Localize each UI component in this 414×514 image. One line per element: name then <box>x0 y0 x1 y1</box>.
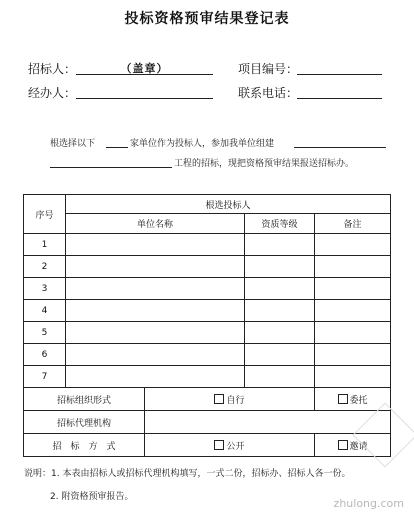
col-unit-header: 单位名称 <box>66 214 245 234</box>
agency-row <box>24 411 391 434</box>
unit-name-cell[interactable] <box>66 256 245 278</box>
org-opt1-cell[interactable] <box>145 388 315 411</box>
col-note-header: 备注 <box>315 214 391 234</box>
table-row <box>24 256 391 278</box>
project-no-label: 项目编号： <box>238 62 299 76</box>
qual-cell[interactable] <box>245 278 315 300</box>
method-label: 招 标 方 式 <box>24 434 145 457</box>
checkbox-open-icon[interactable] <box>214 440 224 450</box>
page-title: 投标资格预审结果登记表 <box>124 11 290 27</box>
statement-part3: 工程的招标，现把资格预审结果报送招标办。 <box>174 159 355 169</box>
group-header: 根选投标人 <box>66 195 391 214</box>
row-number: 4 <box>24 300 66 322</box>
tenderer-label: 招标人： <box>28 62 77 76</box>
statement-part2: 家单位作为投标人，参加我单位组建 <box>130 139 275 149</box>
agency-cell[interactable] <box>145 411 391 434</box>
unit-name-cell[interactable] <box>66 278 245 300</box>
note-cell[interactable] <box>315 300 391 322</box>
unit-field[interactable] <box>294 136 386 148</box>
row-number: 1 <box>24 234 66 256</box>
project-name-field[interactable] <box>50 156 172 168</box>
phone-label: 联系电话： <box>238 86 299 100</box>
unit-name-cell[interactable] <box>66 322 245 344</box>
unit-name-cell[interactable] <box>66 234 245 256</box>
seal-text: （盖章） <box>120 62 169 75</box>
table-row <box>24 322 391 344</box>
checkbox-entrust-icon[interactable] <box>338 394 348 404</box>
table-row <box>24 278 391 300</box>
method-opt2-label: 邀请 <box>349 441 368 452</box>
note-cell[interactable] <box>315 344 391 366</box>
row-number: 7 <box>24 366 66 388</box>
count-field[interactable] <box>106 136 128 148</box>
qual-cell[interactable] <box>245 322 315 344</box>
note-cell[interactable] <box>315 278 391 300</box>
org-form-label: 招标组织形式 <box>24 388 145 411</box>
note-cell[interactable] <box>315 234 391 256</box>
table-row <box>24 344 391 366</box>
agency-label: 招标代理机构 <box>24 411 145 434</box>
checkbox-invite-icon[interactable] <box>338 440 348 450</box>
note-line-1: 说明：1. 本表由招标人或招标代理机构填写，一式二份，招标办、招标人各一份。 <box>24 469 351 479</box>
note-cell[interactable] <box>315 366 391 388</box>
result-table <box>23 194 391 457</box>
qual-cell[interactable] <box>245 256 315 278</box>
qual-cell[interactable] <box>245 344 315 366</box>
statement-part1: 根选择以下 <box>50 139 96 149</box>
col-qual-header: 资质等级 <box>245 214 315 234</box>
row-number: 3 <box>24 278 66 300</box>
seq-header: 序号 <box>24 195 66 234</box>
unit-name-cell[interactable] <box>66 344 245 366</box>
row-number: 2 <box>24 256 66 278</box>
table-row <box>24 300 391 322</box>
note-cell[interactable] <box>315 322 391 344</box>
unit-name-cell[interactable] <box>66 300 245 322</box>
row-number: 6 <box>24 344 66 366</box>
project-no-field[interactable] <box>297 60 382 75</box>
tenderer-field[interactable] <box>76 60 213 75</box>
note-line-2: 2. 附资格预审报告。 <box>50 492 134 502</box>
handler-field[interactable] <box>76 84 213 99</box>
table-row <box>24 366 391 388</box>
row-number: 5 <box>24 322 66 344</box>
method-opt1-cell[interactable] <box>145 434 315 457</box>
qual-cell[interactable] <box>245 300 315 322</box>
method-row <box>24 434 391 457</box>
handler-label: 经办人： <box>28 86 77 100</box>
note-cell[interactable] <box>315 256 391 278</box>
org-opt2-label: 委托 <box>349 395 368 406</box>
qual-cell[interactable] <box>245 234 315 256</box>
qual-cell[interactable] <box>245 366 315 388</box>
org-form-row <box>24 388 391 411</box>
watermark: zhulong.com <box>333 497 404 510</box>
checkbox-self-icon[interactable] <box>214 394 224 404</box>
table-row <box>24 234 391 256</box>
unit-name-cell[interactable] <box>66 366 245 388</box>
method-opt1-label: 公开 <box>226 441 245 452</box>
org-opt1-label: 自行 <box>226 395 245 406</box>
phone-field[interactable] <box>297 84 382 99</box>
